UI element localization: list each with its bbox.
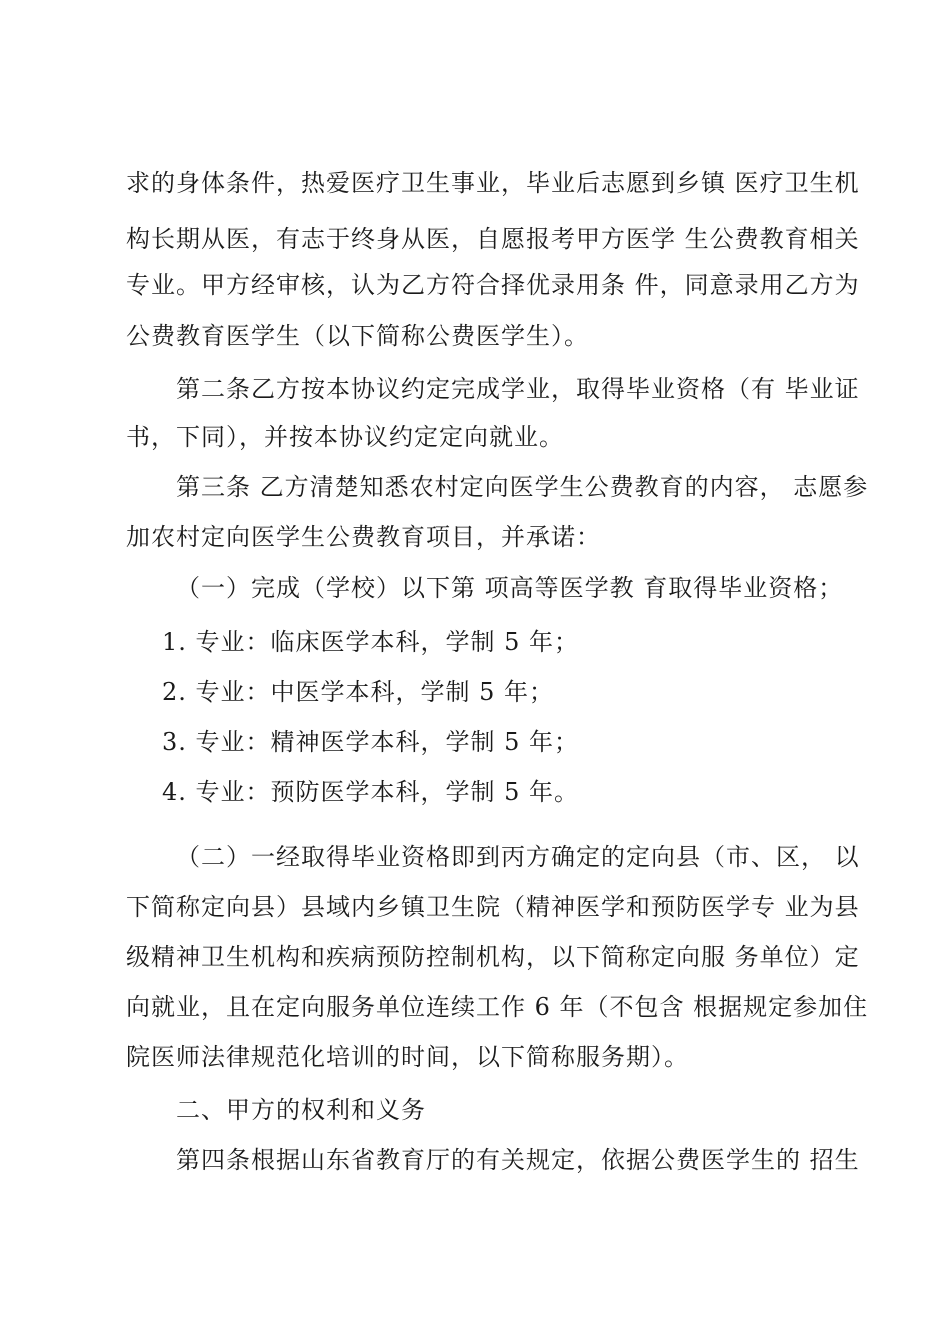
item2-line3: 级精神卫生机构和疾病预防控制机构，以下简称定向服 务单位）定 [126,943,860,971]
major-item-2: 2. 专业：中医学本科，学制 5 年； [162,678,555,706]
article3-line2: 加农村定向医学生公费教育项目，并承诺： [126,523,601,551]
item2-line1: （二）一经取得毕业资格即到丙方确定的定向县（市、区， 以 [176,843,860,871]
item2-line5: 院医师法律规范化培训的时间，以下简称服务期）。 [126,1043,689,1071]
article3-line1: 第三条 乙方清楚知悉农村定向医学生公费教育的内容， 志愿参 [176,473,869,501]
item2-line2: 下简称定向县）县域内乡镇卫生院（精神医学和预防医学专 业为县 [126,893,860,921]
major-item-4: 4. 专业：预防医学本科，学制 5 年。 [162,778,580,806]
item2-line4: 向就业，且在定向服务单位连续工作 6 年（不包含 根据规定参加住 [126,993,869,1021]
para1-line3: 专业。甲方经审核，认为乙方符合择优录用条 件，同意录用乙方为 [126,271,860,299]
section-heading: 二、甲方的权利和义务 [176,1096,426,1124]
article2-line1: 第二条乙方按本协议约定完成学业，取得毕业资格（有 毕业证 [176,375,860,403]
article2-line2: 书，下同），并按本协议约定定向就业。 [126,423,564,451]
major-item-3: 3. 专业：精神医学本科，学制 5 年； [162,728,580,756]
para1-line1: 求的身体条件，热爱医疗卫生事业，毕业后志愿到乡镇 医疗卫生机 [126,169,860,197]
major-item-1: 1. 专业：临床医学本科，学制 5 年； [162,628,580,656]
article4-line1: 第四条根据山东省教育厅的有关规定，依据公费医学生的 招生 [176,1146,860,1174]
para1-line4: 公费教育医学生（以下简称公费医学生）。 [126,322,589,350]
item1-heading: （一）完成（学校）以下第 项高等医学教 育取得毕业资格； [176,574,844,602]
para1-line2: 构长期从医，有志于终身从医，自愿报考甲方医学 生公费教育相关 [126,225,860,253]
